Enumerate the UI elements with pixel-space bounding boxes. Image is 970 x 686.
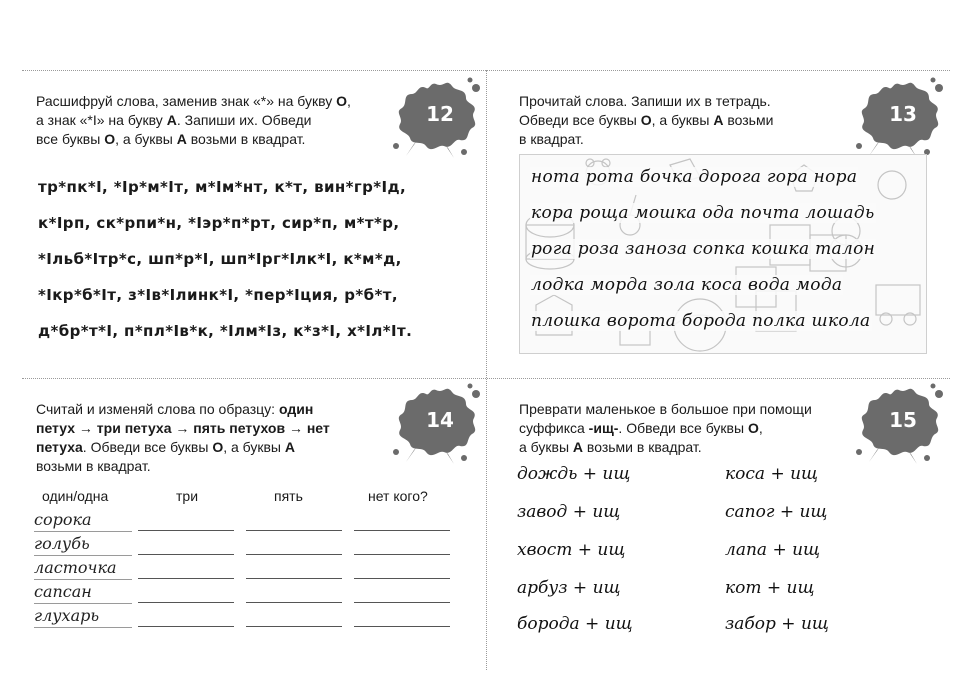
script-line-1	[530, 167, 858, 187]
task-14-badge	[386, 380, 482, 464]
script-line-3-text: рога роза заноза сопка кошка талон	[531, 239, 876, 259]
sample-underline	[34, 603, 132, 604]
bird-word: ласточка	[34, 558, 117, 577]
task-14-text-1b: один	[278, 401, 314, 417]
task-12-text-3b: О	[104, 131, 116, 147]
suffix-item-right: лапа + ищ	[725, 540, 821, 560]
task-12-text-3c: , а буквы	[115, 131, 177, 147]
task-15-text-2a: суффикса	[519, 420, 589, 436]
bird-row-2	[34, 534, 464, 556]
task-13-text-2b: О	[640, 112, 652, 128]
task-13-panel	[487, 72, 950, 377]
task-13-instruction	[519, 92, 773, 149]
suffix-item-left: хвост + ищ	[517, 540, 626, 560]
bird-row-5	[34, 606, 464, 628]
answer-line-none[interactable]	[354, 578, 450, 579]
task-12-text-3d: А	[176, 131, 187, 147]
answer-line-three[interactable]	[138, 554, 234, 555]
answer-line-five[interactable]	[246, 578, 342, 579]
task-12-text-2a: а знак «*I» на букву	[36, 112, 167, 128]
task-13-text-2a: Обведи все буквы	[519, 112, 641, 128]
task-15-text-2d: О	[747, 420, 759, 436]
task-15-instruction	[519, 400, 812, 457]
task-13-text-2e: возьми	[723, 112, 774, 128]
suffix-item-right: коса + ищ	[725, 464, 819, 484]
suffix-item-left: дождь + ищ	[517, 464, 631, 484]
script-line-2-text: кора роща мошка ода почта лошадь	[531, 203, 875, 223]
script-line-4	[530, 275, 843, 295]
cipher-line-5: д*бр*т*I, п*пл*Iв*к, *Iлм*Iз, к*з*I, х*Iл*Iт.	[38, 322, 413, 340]
header-three: три	[176, 488, 199, 504]
script-line-4-text: лодка морда зола коса вода мода	[531, 275, 843, 295]
task-12-instruction	[36, 92, 351, 149]
task-15-text-2c: . Обведи все буквы	[618, 420, 748, 436]
task-15-panel	[487, 380, 950, 670]
answer-line-three[interactable]	[138, 530, 234, 531]
task-14-text-3e: , а буквы	[223, 439, 285, 455]
task-15-number: 15	[889, 408, 917, 432]
script-line-2	[530, 203, 876, 223]
task-12-text-2b: А	[166, 112, 177, 128]
task-15-text-2e: ,	[758, 420, 763, 436]
toys-picture-box	[519, 154, 927, 354]
task-15-text-3c: возьми в квадрат.	[583, 439, 702, 455]
task-12-text-3e: возьми в квадрат.	[186, 131, 306, 147]
cipher-line-3: *Iльб*Iтр*с, шп*р*I, шп*Iрг*Iлк*I, к*м*д,	[38, 250, 402, 268]
answer-line-none[interactable]	[354, 530, 450, 531]
task-13-text-2c: , а буквы	[651, 112, 714, 128]
script-line-1-text: нота рота бочка дорога гора нора	[531, 167, 858, 187]
answer-line-none[interactable]	[354, 554, 450, 555]
header-none-of-whom: нет кого?	[368, 488, 428, 504]
task-12-panel	[22, 72, 486, 377]
sample-underline	[34, 531, 132, 532]
sample-underline	[34, 555, 132, 556]
suffix-item-right: кот + ищ	[725, 578, 815, 598]
task-14-text-3f: А	[284, 439, 296, 455]
task-14-instruction	[36, 400, 330, 476]
bird-row-1	[34, 510, 464, 532]
cipher-line-1: тр*пк*I, *Iр*м*Iт, м*Iм*нт, к*т, вин*гр*Iд,	[38, 178, 407, 196]
header-five: пять	[274, 488, 303, 504]
task-12-text-2c: . Запиши их. Обведи	[176, 112, 312, 128]
bird-row-4	[34, 582, 464, 604]
answer-line-five[interactable]	[246, 554, 342, 555]
task-14-text-2: петух → три петуха → пять петухов → нет	[36, 420, 330, 436]
task-14-text-1a: Считай и изменяй слова по образцу:	[36, 401, 279, 417]
bird-row-3	[34, 558, 464, 580]
sample-underline	[34, 627, 132, 628]
answer-line-three[interactable]	[138, 626, 234, 627]
task-13-text-3: в квадрат.	[519, 131, 584, 147]
answer-line-none[interactable]	[354, 626, 450, 627]
task-12-text-1a: Расшифруй слова, заменив знак «*» на букву	[36, 93, 337, 109]
answer-line-three[interactable]	[138, 602, 234, 603]
task-12-text-3a: все буквы	[36, 131, 105, 147]
task-12-text-1b: О	[336, 93, 348, 109]
script-line-5-text: плошка ворота борода полка школа	[531, 311, 871, 331]
task-14-text-4: возьми в квадрат.	[36, 458, 151, 474]
suffix-item-left: завод + ищ	[517, 502, 621, 522]
task-13-text-1: Прочитай слова. Запиши их в тетрадь.	[519, 93, 771, 109]
bird-word: глухарь	[34, 606, 100, 625]
task-14-panel	[22, 380, 486, 670]
answer-line-five[interactable]	[246, 530, 342, 531]
task-15-text-3b: А	[572, 439, 584, 455]
answer-line-three[interactable]	[138, 578, 234, 579]
cipher-line-4: *Iкр*б*Iт, з*Iв*Iлинк*I, *пер*Iция, р*б*т,	[38, 286, 398, 304]
task-13-text-2d: А	[713, 112, 724, 128]
bird-word: голубь	[34, 534, 90, 553]
task-15-text-1: Преврати маленькое в большое при помощи	[519, 401, 812, 417]
suffix-item-left: борода + ищ	[517, 614, 633, 634]
answer-line-five[interactable]	[246, 602, 342, 603]
suffix-item-right: забор + ищ	[725, 614, 829, 634]
bird-word: сорока	[34, 510, 92, 529]
task-13-number: 13	[889, 102, 917, 126]
answer-line-five[interactable]	[246, 626, 342, 627]
task-14-text-3c: . Обведи все буквы	[82, 439, 213, 455]
script-line-5	[530, 311, 872, 331]
task-13-badge	[849, 74, 945, 158]
task-14-text-3b: петуха	[36, 439, 83, 455]
suffix-item-left: арбуз + ищ	[517, 578, 621, 598]
suffix-item-right: сапог + ищ	[725, 502, 828, 522]
task-12-number: 12	[426, 102, 454, 126]
header-one: один/одна	[42, 488, 109, 504]
task-14-number: 14	[426, 408, 454, 432]
task-14-text-3d: О	[212, 439, 224, 455]
script-line-3	[530, 239, 876, 259]
cipher-line-2: к*Iрп, ск*рпи*н, *Iэр*п*рт, сир*п, м*т*р,	[38, 214, 400, 232]
task-12-badge	[386, 74, 482, 158]
task-15-text-2b: -ищ-	[588, 420, 619, 436]
task-12-text-1c: ,	[347, 93, 351, 109]
task-15-text-3a: а буквы	[519, 439, 573, 455]
bird-word: сапсан	[34, 582, 92, 601]
task-15-badge	[849, 380, 945, 464]
sample-underline	[34, 579, 132, 580]
answer-line-none[interactable]	[354, 602, 450, 603]
